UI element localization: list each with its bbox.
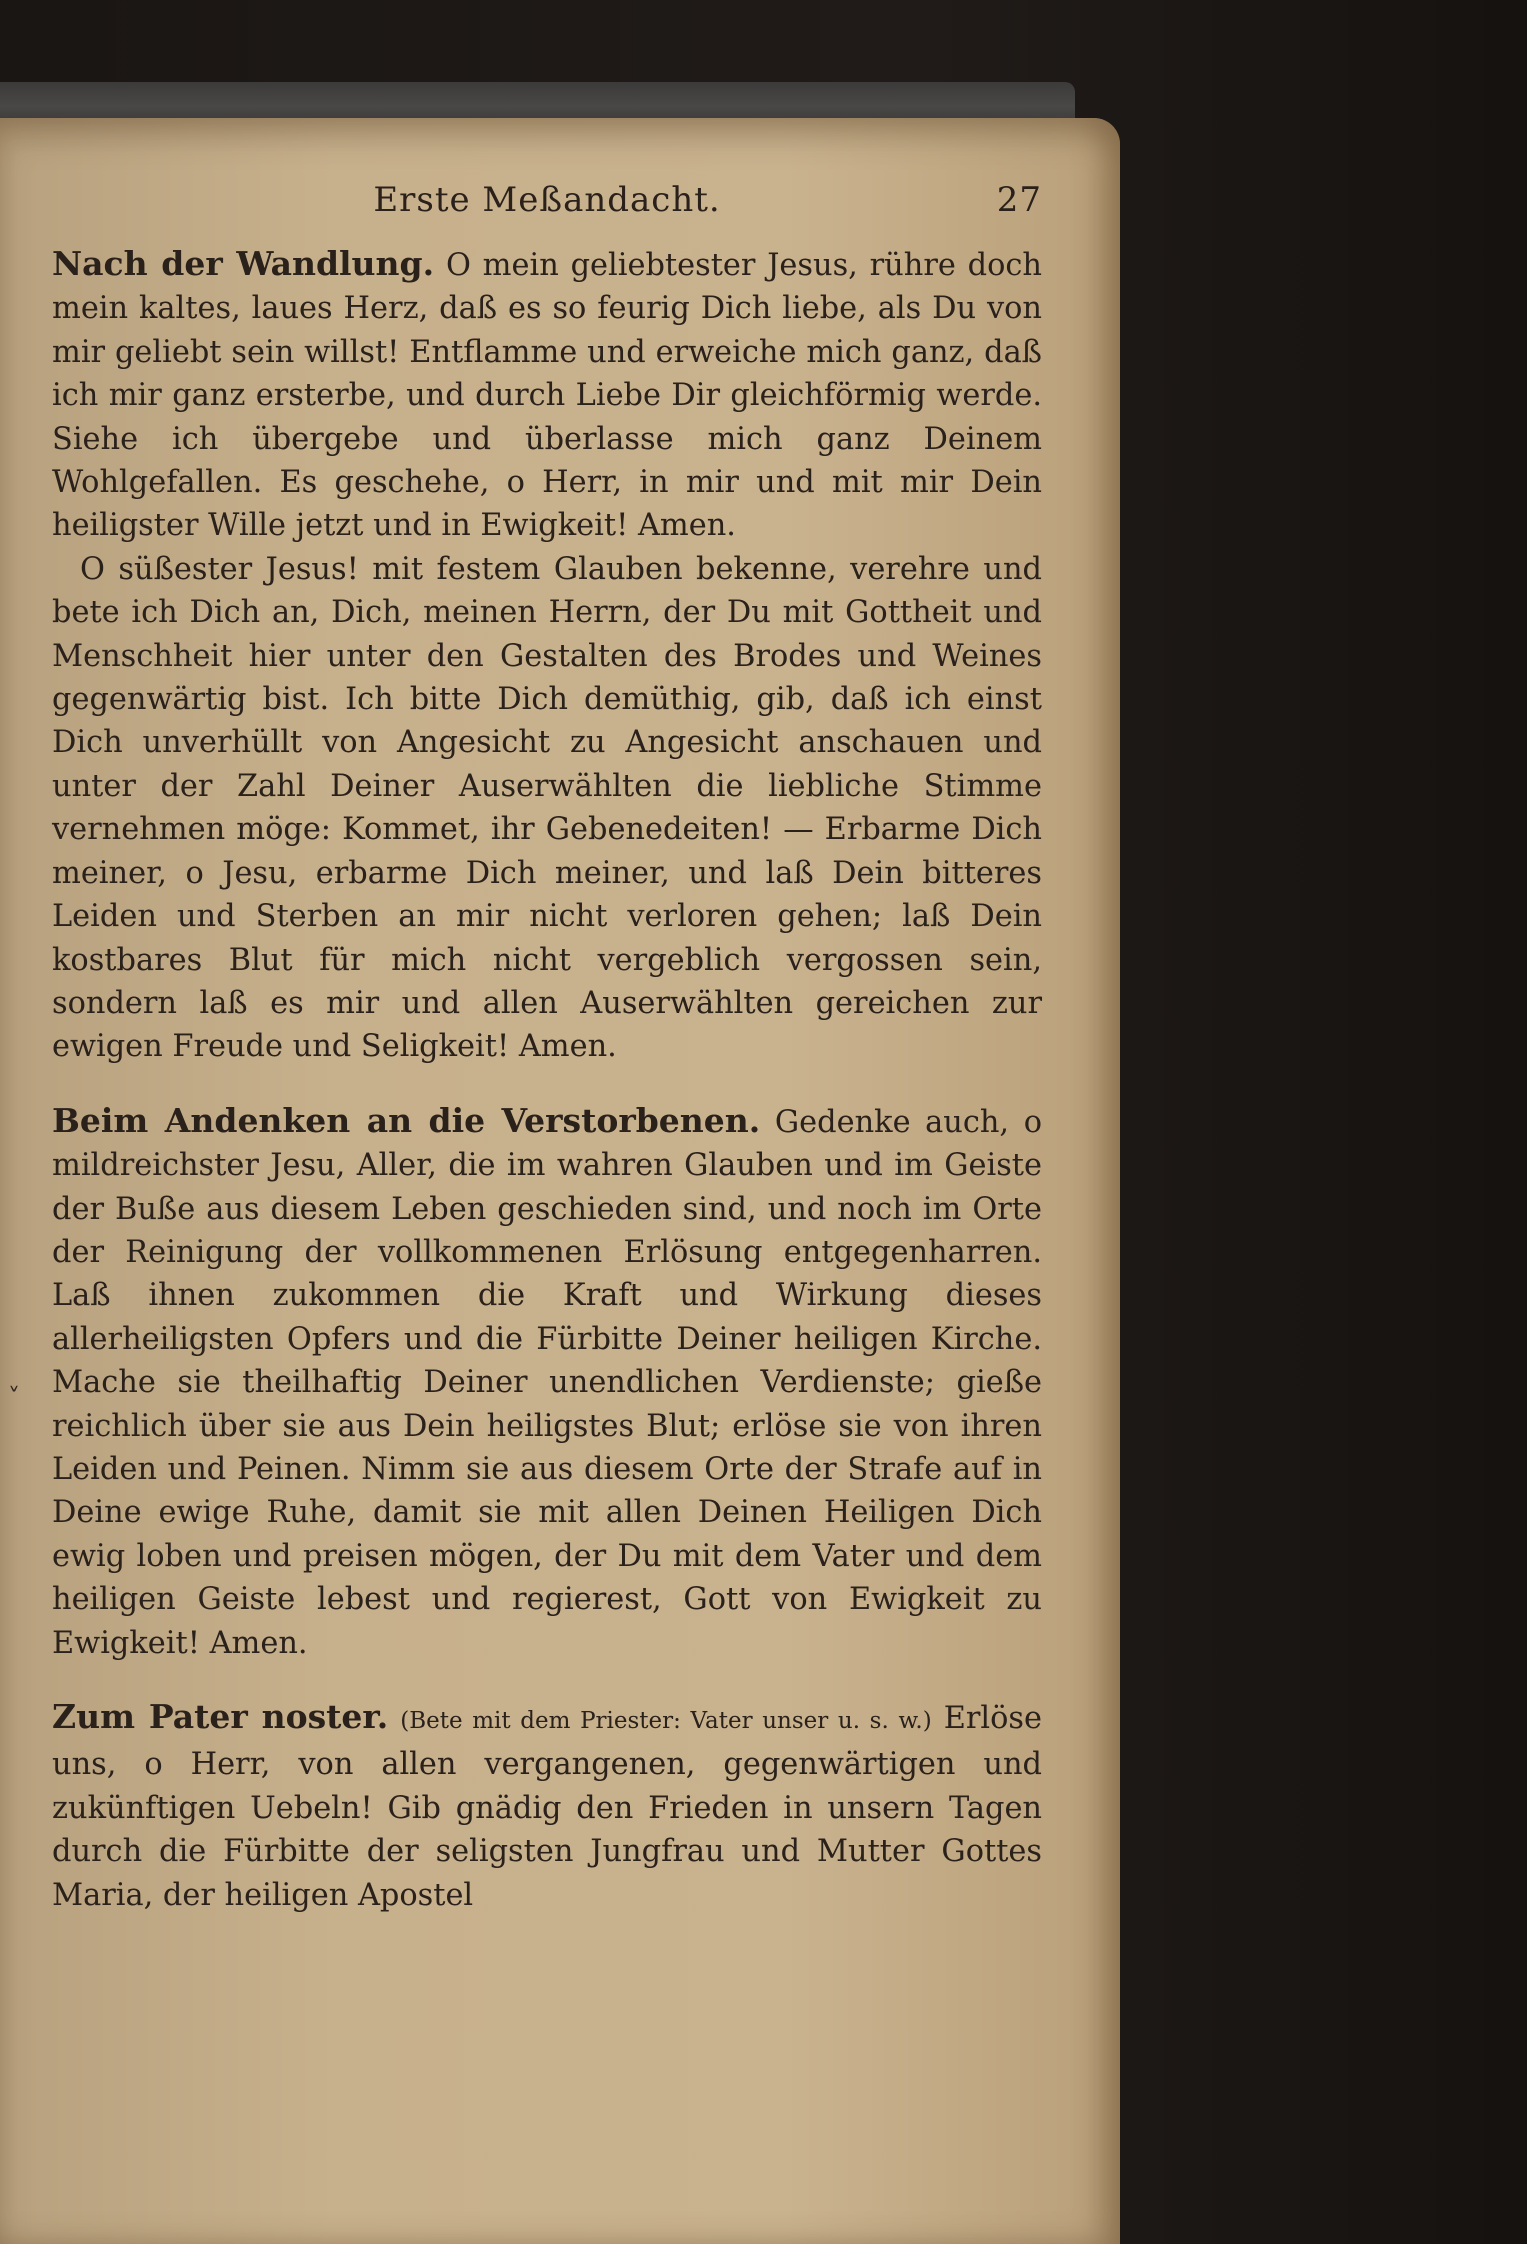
margin-mark: ˅	[8, 1383, 20, 1411]
page-number: 27	[996, 180, 1042, 220]
running-head	[52, 180, 1042, 242]
book-page	[0, 118, 1120, 2244]
rubric-note: (Bete mit dem Priester: Vater unser u. s. w.)	[400, 1708, 932, 1734]
paragraph	[52, 242, 1042, 548]
section-verstorbenen	[52, 1099, 1042, 1665]
section-heading: Nach der Wandlung.	[52, 244, 435, 283]
page-text	[52, 180, 1042, 1947]
section-pater-noster	[52, 1695, 1042, 1917]
running-title: Erste Meßandacht.	[373, 180, 721, 220]
paragraph-text: O mein geliebtester Jesus, rühre doch mein kaltes, laues Herz, daß es so feurig Dich liebe, als Du von mir geliebt sein willst! Entflamme und erweiche mich ganz, daß ich mir ganz ersterbe, und durch Liebe Dir gleichförmig werde. Siehe ich übergebe und überlasse mich ganz Deinem Wohlgefallen. Es geschehe, o Herr, in mir und mit mir Dein heiligster Wille jetzt und in Ewigkeit! Amen.	[52, 248, 1042, 544]
section-nach-der-wandlung	[52, 242, 1042, 1069]
paragraph	[52, 1695, 1042, 1917]
paragraph-continuation: O süßester Jesus! mit festem Glauben bekenne, verehre und bete ich Dich an, Dich, meinen Herrn, der Du mit Gottheit und Menschheit hier unter den Gestalten des Brodes und Weines gegenwärtig bist. Ich bitte Dich demüthig, gib, daß ich einst Dich unverhüllt von Angesicht zu Angesicht anschauen und unter der Zahl Deiner Auserwählten die liebliche Stimme vernehmen möge: Kommet, ihr Gebenedeiten! — Erbarme Dich meiner, o Jesu, erbarme Dich meiner, und laß Dein bitteres Leiden und Sterben an mir nicht verloren gehen; laß Dein kostbares Blut für mich nicht vergeblich vergossen sein, sondern laß es mir und allen Auserwählten gereichen zur ewigen Freude und Seligkeit! Amen.	[52, 551, 1042, 1065]
paragraph	[52, 1099, 1042, 1665]
paragraph-text: Gedenke auch, o mildreichster Jesu, Aller, die im wahren Glauben und im Geiste der Buße aus diesem Leben geschieden sind, und noch im Orte der Reinigung der vollkommenen Erlösung entgegenharren. Laß ihnen zukommen die Kraft und Wirkung dieses allerheiligsten Opfers und die Fürbitte Deiner heiligen Kirche. Mache sie theilhaftig Deiner unendlichen Verdienste; gieße reichlich über sie aus Dein heiligstes Blut; erlöse sie von ihren Leiden und Peinen. Nimm sie aus diesem Orte der Strafe auf in Deine ewige Ruhe, damit sie mit allen Deinen Heiligen Dich ewig loben und preisen mögen, der Du mit dem Vater und dem heiligen Geiste lebest und regierest, Gott von Ewigkeit zu Ewigkeit! Amen.	[52, 1104, 1042, 1661]
section-heading: Beim Andenken an die Verstorbenen.	[52, 1100, 761, 1140]
section-heading: Zum Pater noster.	[52, 1697, 389, 1736]
paragraph-text: Erlöse uns, o Herr, von allen vergangenen, gegenwärtigen und zukünftigen Uebeln! Gib gnädig den Frieden in unsern Tagen durch die Fürbitte der seligsten Jungfrau und Mutter Gottes Maria, der heiligen Apostel	[52, 1701, 1042, 1913]
